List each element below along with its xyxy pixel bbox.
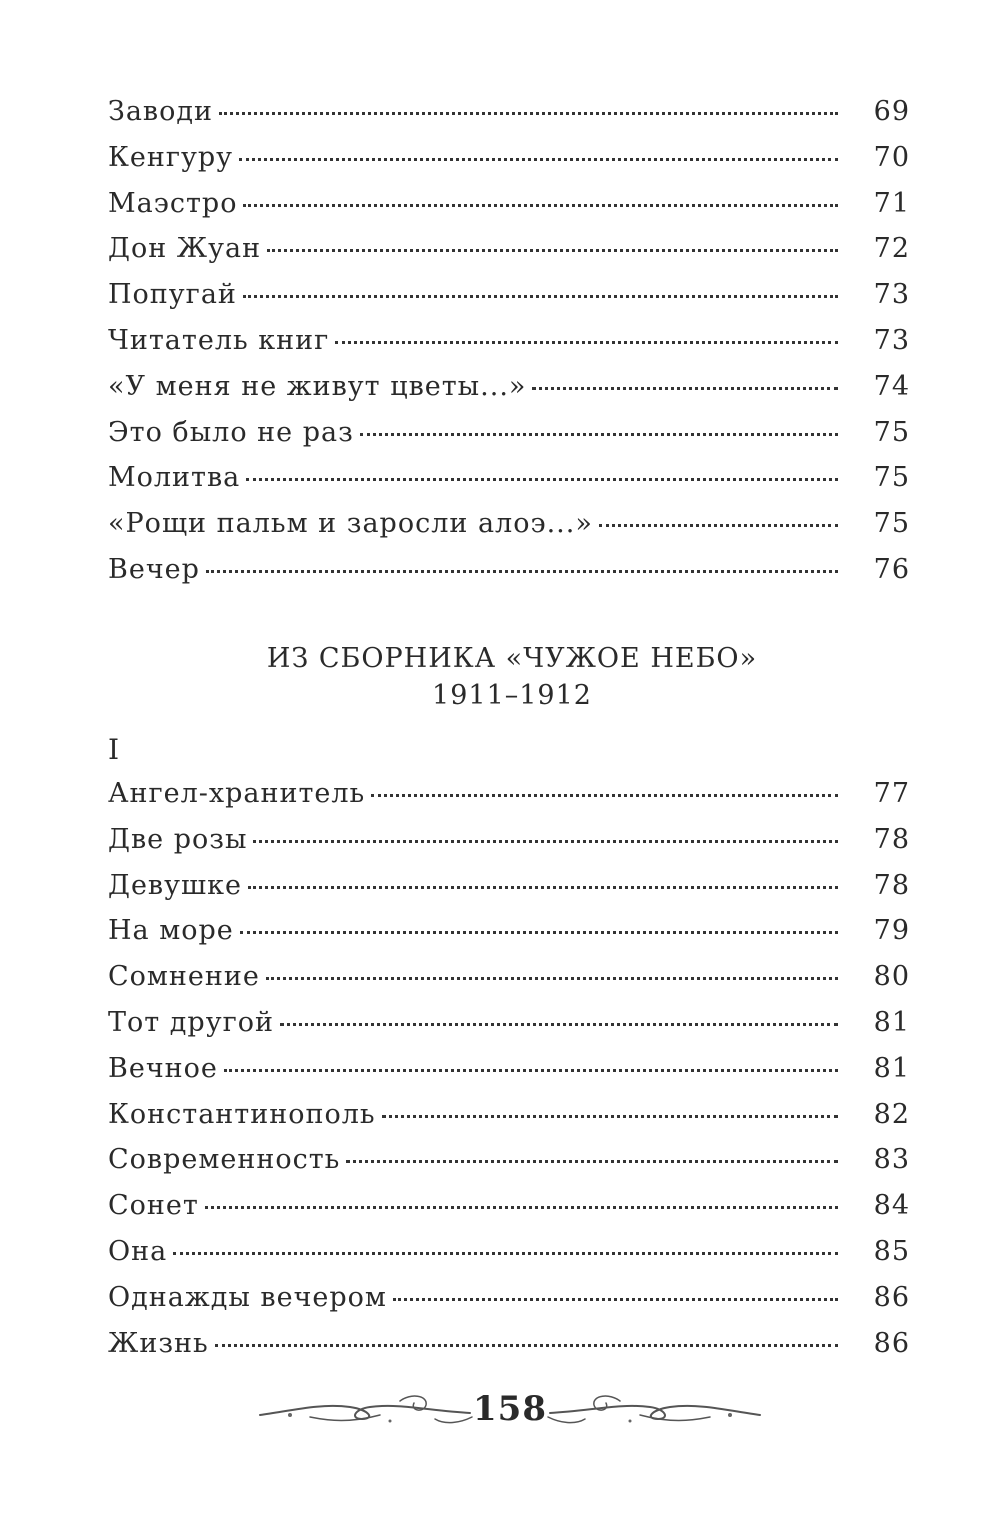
toc-entry[interactable] bbox=[108, 508, 910, 554]
toc-entry[interactable] bbox=[108, 1099, 910, 1145]
toc-entry[interactable] bbox=[108, 554, 910, 600]
dot-leader bbox=[599, 524, 838, 527]
toc-entry-title: Константинополь bbox=[108, 1098, 376, 1130]
toc-entry-page: 86 bbox=[873, 1281, 910, 1313]
toc-entry-page: 75 bbox=[873, 416, 910, 448]
toc-entry[interactable] bbox=[108, 961, 910, 1007]
dot-leader bbox=[371, 794, 838, 797]
toc-entry-title: «Рощи пальм и заросли алоэ...» bbox=[108, 508, 593, 540]
toc-entry-title: «У меня не живут цветы...» bbox=[108, 370, 527, 402]
toc-entry-title: Вечер bbox=[108, 553, 200, 585]
toc-entry-page: 84 bbox=[873, 1190, 910, 1222]
toc-entry-title: Это было не раз bbox=[108, 416, 354, 448]
toc-entry-page: 73 bbox=[873, 279, 910, 311]
toc-entry[interactable] bbox=[108, 1328, 910, 1374]
toc-entry[interactable] bbox=[108, 1236, 910, 1282]
toc-entry-title: Две розы bbox=[108, 823, 248, 855]
page-footer bbox=[250, 1385, 770, 1435]
toc-entry-page: 75 bbox=[873, 508, 910, 540]
toc-entry-page: 79 bbox=[873, 915, 910, 947]
page-number: 158 bbox=[473, 1389, 547, 1429]
toc-entry-title: Однажды вечером bbox=[108, 1281, 387, 1313]
toc-entry[interactable] bbox=[108, 325, 910, 371]
dot-leader bbox=[243, 204, 838, 207]
toc-entry-title: Заводи bbox=[108, 96, 213, 127]
toc-entry[interactable] bbox=[108, 233, 910, 279]
toc-entry-page: 75 bbox=[873, 462, 910, 494]
dot-leader bbox=[253, 840, 838, 843]
toc-entry-page: 86 bbox=[873, 1327, 910, 1359]
dot-leader bbox=[360, 433, 838, 436]
toc-entry-title: Дон Жуан bbox=[108, 233, 262, 265]
dot-leader bbox=[219, 112, 838, 115]
toc-entry-page: 78 bbox=[873, 869, 910, 901]
toc-entry[interactable] bbox=[108, 188, 910, 234]
toc-entry-title: На море bbox=[108, 915, 234, 947]
toc-entry[interactable] bbox=[108, 870, 910, 916]
dot-leader bbox=[173, 1252, 838, 1255]
dot-leader bbox=[532, 387, 838, 390]
dot-leader bbox=[267, 249, 838, 252]
toc-entry[interactable] bbox=[108, 1190, 910, 1236]
toc-entry-page: 80 bbox=[873, 961, 910, 993]
toc-entry-page: 70 bbox=[873, 141, 910, 173]
dot-leader bbox=[205, 1206, 838, 1209]
toc-entry-page: 81 bbox=[873, 1052, 910, 1084]
toc-entry-page: 77 bbox=[873, 778, 910, 809]
dot-leader bbox=[239, 158, 838, 161]
dot-leader bbox=[248, 886, 838, 889]
toc-entry[interactable] bbox=[108, 1053, 910, 1099]
toc-entry-title: Современность bbox=[108, 1144, 341, 1176]
toc-entry-title: Сонет bbox=[108, 1190, 199, 1222]
toc-entry-page: 82 bbox=[873, 1098, 910, 1130]
toc-entry-title: Девушке bbox=[108, 869, 242, 901]
dot-leader bbox=[393, 1298, 838, 1301]
dot-leader bbox=[224, 1069, 838, 1072]
toc-entry-title: Сомнение bbox=[108, 961, 260, 993]
toc-entry-title: Читатель книг bbox=[108, 324, 330, 356]
toc-entry-page: 74 bbox=[873, 370, 910, 402]
toc-entry[interactable] bbox=[108, 371, 910, 417]
toc-entry-title: Кенгуру bbox=[108, 141, 234, 173]
dot-leader bbox=[206, 570, 838, 573]
dot-leader bbox=[382, 1115, 838, 1118]
toc-entry[interactable] bbox=[108, 417, 910, 463]
section-years: 1911–1912 bbox=[432, 680, 592, 711]
toc-entry-title: Молитва bbox=[108, 462, 241, 494]
toc-entry-page: 71 bbox=[873, 187, 910, 219]
toc-entry[interactable] bbox=[108, 142, 910, 188]
dot-leader bbox=[246, 478, 838, 481]
toc-entry[interactable] bbox=[108, 1007, 910, 1053]
dot-leader bbox=[346, 1160, 838, 1163]
section-heading: ИЗ СБОРНИКА «ЧУЖОЕ НЕБО» bbox=[266, 643, 758, 674]
toc-entry[interactable] bbox=[108, 1282, 910, 1328]
toc-entry[interactable] bbox=[108, 915, 910, 961]
toc-entry-page: 81 bbox=[873, 1006, 910, 1038]
toc-entry-title: Тот другой bbox=[108, 1006, 274, 1038]
toc-entry[interactable] bbox=[108, 462, 910, 508]
toc-entry-page: 69 bbox=[873, 96, 910, 127]
toc-list-section bbox=[108, 778, 910, 1373]
dot-leader bbox=[280, 1023, 838, 1026]
toc-entry-title: Она bbox=[108, 1235, 168, 1267]
dot-leader bbox=[215, 1344, 838, 1347]
toc-entry[interactable] bbox=[108, 778, 910, 824]
part-numeral: I bbox=[108, 733, 120, 766]
dot-leader bbox=[266, 977, 838, 980]
toc-entry-page: 72 bbox=[873, 233, 910, 265]
toc-entry-page: 76 bbox=[873, 553, 910, 585]
toc-entry-title: Вечное bbox=[108, 1052, 218, 1084]
toc-entry-page: 73 bbox=[873, 324, 910, 356]
dot-leader bbox=[243, 295, 838, 298]
toc-entry-title: Маэстро bbox=[108, 187, 238, 219]
toc-entry-title: Попугай bbox=[108, 279, 237, 311]
toc-entry[interactable] bbox=[108, 279, 910, 325]
toc-entry-page: 85 bbox=[873, 1235, 910, 1267]
toc-list-top bbox=[108, 96, 910, 600]
toc-entry-title: Жизнь bbox=[108, 1327, 209, 1359]
toc-entry-title: Ангел-хранитель bbox=[108, 778, 366, 809]
toc-entry[interactable] bbox=[108, 96, 910, 142]
dot-leader bbox=[240, 931, 838, 934]
toc-entry-page: 83 bbox=[873, 1144, 910, 1176]
dot-leader bbox=[335, 341, 838, 344]
toc-entry[interactable] bbox=[108, 824, 910, 870]
toc-entry-page: 78 bbox=[873, 823, 910, 855]
toc-entry[interactable] bbox=[108, 1144, 910, 1190]
